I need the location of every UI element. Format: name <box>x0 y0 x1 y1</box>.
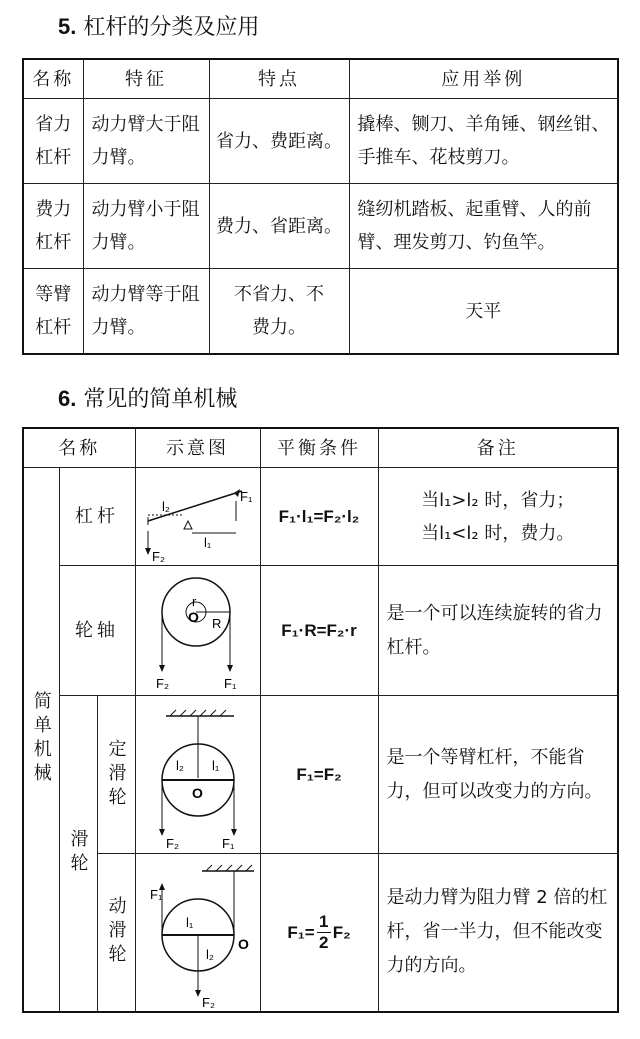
simple-machines-table <box>22 427 619 1013</box>
wheel-axle-diagram-cell <box>135 566 260 696</box>
row-trait: 费力、省距离。 <box>209 184 349 269</box>
row-examples: 撬棒、铡刀、羊角锤、钢丝钳、手推车、花枝剪刀。 <box>349 99 618 184</box>
row-trait: 省力、费距离。 <box>209 99 349 184</box>
wheel-axle-note: 是一个可以连续旋转的省力杠杆。 <box>378 566 618 696</box>
machine-name: 轮轴 <box>59 566 135 696</box>
movable-pulley-diagram <box>136 855 260 1009</box>
table-header-row <box>23 59 618 99</box>
header-note: 备注 <box>378 428 618 468</box>
header-name: 名称 <box>23 428 135 468</box>
label-l1: l₁ <box>203 534 211 550</box>
label-l2: l₂ <box>175 757 184 773</box>
label-O: O <box>191 784 203 801</box>
fixed-pulley-diagram <box>136 698 260 852</box>
machine-name: 定滑轮 <box>97 696 135 854</box>
table-row <box>23 99 618 184</box>
label-l2: l₂ <box>205 947 214 963</box>
label-F2: F₂ <box>165 835 179 851</box>
wheel-axle-diagram <box>136 568 260 694</box>
label-R: R <box>211 615 221 631</box>
row-name: 费力杠杆 <box>23 184 83 269</box>
header-name: 名称 <box>23 59 83 99</box>
section6-title: 6. 常见的简单机械 <box>58 386 238 412</box>
lever-diagram-cell <box>135 468 260 566</box>
header-feature: 特征 <box>83 59 209 99</box>
table-row-lever <box>23 468 618 566</box>
fixed-pulley-note: 是一个等臂杠杆，不能省力，但可以改变力的方向。 <box>378 696 618 854</box>
movable-pulley-formula: F₁= 1 2 F₂ <box>260 854 378 1012</box>
lever-formula: F₁·l₁=F₂·l₂ <box>260 468 378 566</box>
label-F2: F₂ <box>201 995 215 1010</box>
row-name: 省力杠杆 <box>23 99 83 184</box>
label-r: r <box>191 593 196 609</box>
label-F1: F₁ <box>239 488 252 504</box>
row-feature: 动力臂大于阻力臂。 <box>83 99 209 184</box>
row-name: 等臂杠杆 <box>23 269 83 355</box>
section5-title: 5. 杠杆的分类及应用 <box>58 14 260 40</box>
header-condition: 平衡条件 <box>260 428 378 468</box>
table-row <box>23 184 618 269</box>
lever-diagram <box>136 469 260 565</box>
table-row-wheel-axle <box>23 566 618 696</box>
wheel-axle-formula: F₁·R=F₂·r <box>260 566 378 696</box>
table-row-fixed-pulley <box>23 696 618 854</box>
label-l1: l₁ <box>211 757 219 773</box>
lever-note: 当l₁>l₂ 时，省力； 当l₁<l₂ 时，费力。 <box>378 468 618 566</box>
label-F1: F₁ <box>149 887 162 903</box>
table-row <box>23 269 618 355</box>
fixed-pulley-diagram-cell <box>135 696 260 854</box>
group-label: 简单机械 <box>23 468 59 1012</box>
label-F2: F₂ <box>155 675 169 691</box>
movable-pulley-diagram-cell <box>135 854 260 1012</box>
pulley-group-label: 滑轮 <box>59 696 97 1012</box>
header-diagram: 示意图 <box>135 428 260 468</box>
row-examples: 缝纫机踏板、起重臂、人的前臂、理发剪刀、钓鱼竿。 <box>349 184 618 269</box>
header-trait: 特点 <box>209 59 349 99</box>
machine-name: 杠杆 <box>59 468 135 566</box>
label-l1: l₁ <box>185 915 193 931</box>
header-examples: 应用举例 <box>349 59 618 99</box>
lever-classification-table <box>22 58 619 355</box>
label-l2: l₂ <box>161 498 170 514</box>
label-F1: F₁ <box>221 835 234 851</box>
row-feature: 动力臂等于阻力臂。 <box>83 269 209 355</box>
label-F2: F₂ <box>151 548 165 564</box>
fixed-pulley-formula: F₁=F₂ <box>260 696 378 854</box>
machine-name: 动滑轮 <box>97 854 135 1012</box>
label-F1: F₁ <box>223 675 236 691</box>
row-feature: 动力臂小于阻力臂。 <box>83 184 209 269</box>
label-O: O <box>237 936 249 953</box>
movable-pulley-note: 是动力臂为阻力臂 2 倍的杠杆，省一半力，但不能改变力的方向。 <box>378 854 618 1012</box>
table-row-movable-pulley <box>23 854 618 1012</box>
label-O: O <box>187 608 199 625</box>
row-trait: 不省力、不费力。 <box>209 269 349 355</box>
row-examples: 天平 <box>349 269 618 355</box>
table-header-row <box>23 428 618 468</box>
